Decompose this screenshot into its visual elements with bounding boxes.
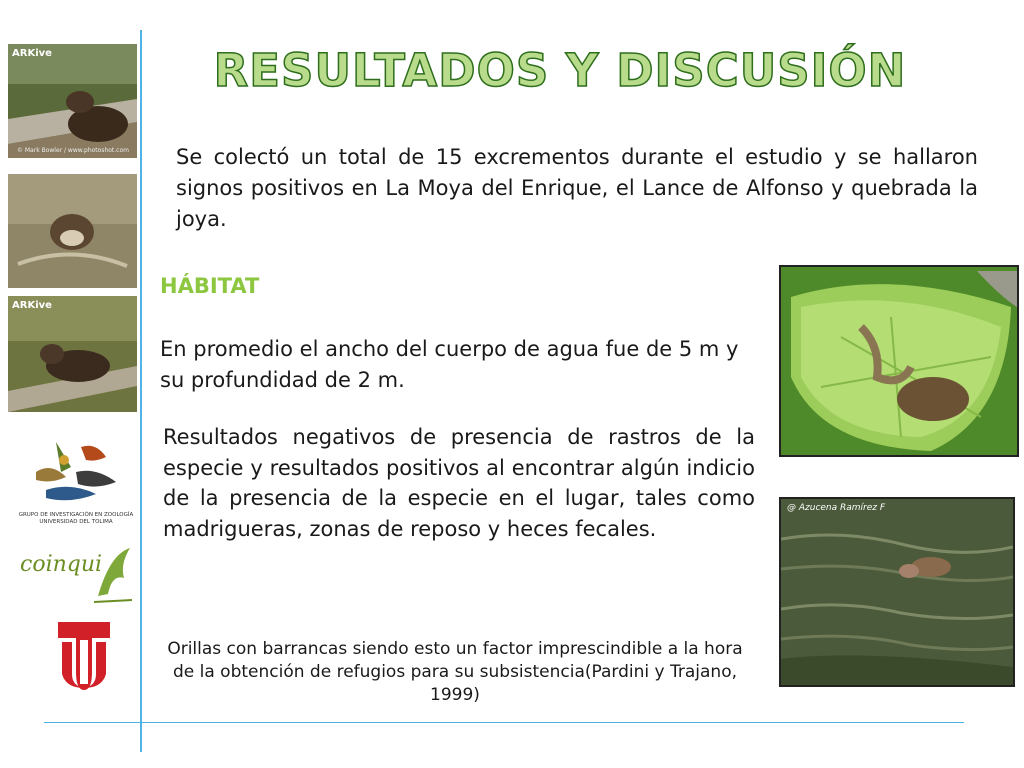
zoology-group-caption: GRUPO DE INVESTIGACIÓN EN ZOOLOGÍA UNIVERSIDAD DEL TOLIMA: [18, 512, 134, 525]
otter-swimming-photo: [779, 497, 1015, 687]
otter-thumbnail-2: [8, 174, 137, 288]
results-paragraph: Resultados negativos de presencia de rastros de la especie y resultados positivos al encontrar algún indicio de la presencia de la especie en el lugar, tales como madrigueras, zonas de reposo y heces fecales.: [163, 425, 755, 541]
vertical-divider-line: [140, 30, 142, 752]
riverbanks-caption: Orillas con barrancas siendo esto un factor imprescindible a la hora de la obtención de refugios para su subsistencia(Pardini y Trajano, 1999): [167, 639, 743, 705]
habitat-paragraph: En promedio el ancho del cuerpo de agua fue de 5 m y su profundidad de 2 m.: [160, 337, 739, 392]
horizontal-divider-line: [44, 722, 964, 723]
otter-thumbnail-3: [8, 296, 137, 412]
coinqui-logo-text: coinqui: [20, 552, 103, 577]
arkive-watermark: ARKive: [12, 300, 52, 311]
slide-title: RESULTADOS Y DISCUSIÓN: [213, 44, 907, 97]
habitat-heading: HÁBITAT: [160, 274, 260, 298]
zoology-group-logo: [26, 432, 126, 512]
ut-university-logo: [56, 620, 112, 692]
intro-paragraph: Se colectó un total de 15 excrementos durante el estudio y se hallaron signos positivos en La Moya del Enrique, el Lance de Alfonso y quebrada la joya.: [176, 145, 978, 231]
coinqui-bird-icon: [90, 544, 136, 606]
otter-thumbnail-1: [8, 44, 137, 158]
photo-credit: @ Azucena Ramírez F: [787, 503, 886, 513]
scat-on-leaf-photo: [779, 265, 1019, 457]
arkive-watermark: ARKive: [12, 48, 52, 59]
photo-copyright: © Mark Bowler / www.photoshot.com: [16, 147, 129, 154]
